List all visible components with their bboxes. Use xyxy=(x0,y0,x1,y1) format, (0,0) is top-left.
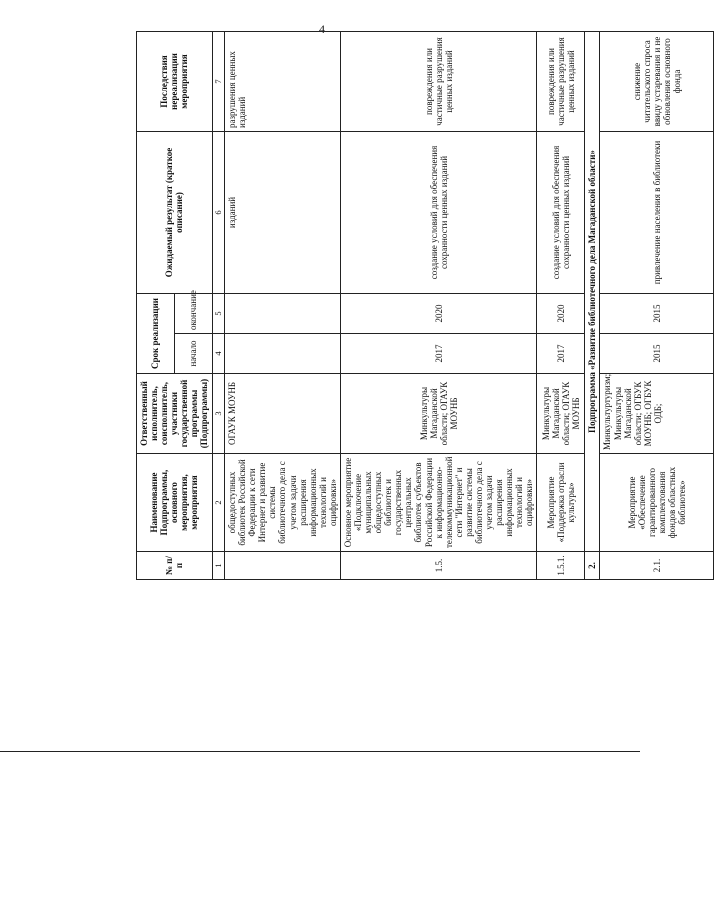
table-row xyxy=(600,32,714,580)
table-row xyxy=(225,32,341,580)
column-numbers-row xyxy=(212,32,225,580)
row-end: 2015 xyxy=(600,294,714,334)
header-end: окончание xyxy=(174,294,212,334)
row-executor: Минкультуртуризм; Минкультуры Магаданской области; ОГБУК МОУНБ; ОГБУК ОДБ; xyxy=(600,374,714,454)
measures-table xyxy=(136,31,714,580)
row-end xyxy=(225,294,341,334)
subprogram-title: Подпрограмма «Развитие библиотечного дела Магаданской области» xyxy=(585,32,600,552)
row-start xyxy=(225,334,341,374)
row-name: общедоступных библиотек Российской Федерации к сети Интернет и развитие системы библиотечного дела с учетом задачи расширения информационных технологий и оцифровки» xyxy=(225,454,341,552)
column-number: 2 xyxy=(212,454,225,552)
horizontal-divider xyxy=(0,751,640,752)
column-number: 5 xyxy=(212,294,225,334)
table-row xyxy=(340,32,536,580)
row-executor: Минкультуры Магаданской области; ОГАУК МОУНБ xyxy=(537,374,585,454)
row-consequence: повреждения или частичные разрушения ценных изданий xyxy=(340,32,536,132)
row-result: привлечение населения в библиотеки xyxy=(600,132,714,294)
row-num: 1.5.1. xyxy=(537,552,585,580)
rotated-table-frame xyxy=(136,32,688,576)
row-name: Основное мероприятие «Подключение муниципальных общедоступных библиотек и государственных центральных библиотек субъектов Российской Федерации к информационно-телекоммуникационной сети "Интернет" и развитие системы библиотечного дела с учетом задачи расширения информационных технологий и оцифровки» xyxy=(340,454,536,552)
row-num xyxy=(225,552,341,580)
header-start: начало xyxy=(174,334,212,374)
row-start: 2017 xyxy=(537,334,585,374)
column-number: 1 xyxy=(212,552,225,580)
header-executor: Ответственный исполнитель, соисполнитель, участники государственной программы (Подпрограммы) xyxy=(137,374,213,454)
row-result: изданий xyxy=(225,132,341,294)
header-period: Срок реализации xyxy=(137,294,175,374)
subprogram-row xyxy=(585,32,600,580)
row-num: 1.5. xyxy=(340,552,536,580)
row-end: 2020 xyxy=(537,294,585,334)
row-consequence: снижение читательского спроса ввиду устаревания и не обновления основного фонда xyxy=(600,32,714,132)
column-number: 3 xyxy=(212,374,225,454)
landscape-page xyxy=(136,32,688,580)
page-number: 4 xyxy=(319,22,325,36)
column-number: 7 xyxy=(212,32,225,132)
row-end: 2020 xyxy=(340,294,536,334)
column-number: 4 xyxy=(212,334,225,374)
row-consequence: разрушения ценных изданий xyxy=(225,32,341,132)
row-name: Мероприятие «Поддержка отрасли культуры» xyxy=(537,454,585,552)
row-name: Мероприятие «Обеспечение гарантированного комплектования фондов областных библиотек» xyxy=(600,454,714,552)
header-result: Ожидаемый результат (краткое описание) xyxy=(137,132,213,294)
subprogram-num: 2. xyxy=(585,552,600,580)
row-num: 2.1. xyxy=(600,552,714,580)
header-consequence: Последствия нереализации мероприятия xyxy=(137,32,213,132)
header-row xyxy=(137,32,175,580)
row-result: создание условий для обеспечения сохранности ценных изданий xyxy=(537,132,585,294)
table-row xyxy=(537,32,585,580)
header-name: Наименование Подпрограммы, основного мероприятия, мероприятия xyxy=(137,454,213,552)
row-executor: ОГАУК МОУНБ xyxy=(225,374,341,454)
row-consequence: повреждения или частичные разрушения ценных изданий xyxy=(537,32,585,132)
row-start: 2015 xyxy=(600,334,714,374)
header-num: № п/п xyxy=(137,552,213,580)
row-start: 2017 xyxy=(340,334,536,374)
row-executor: Минкультуры Магаданской области; ОГАУК МОУНБ xyxy=(340,374,536,454)
column-number: 6 xyxy=(212,132,225,294)
row-result: создание условий для обеспечения сохранности ценных изданий xyxy=(340,132,536,294)
